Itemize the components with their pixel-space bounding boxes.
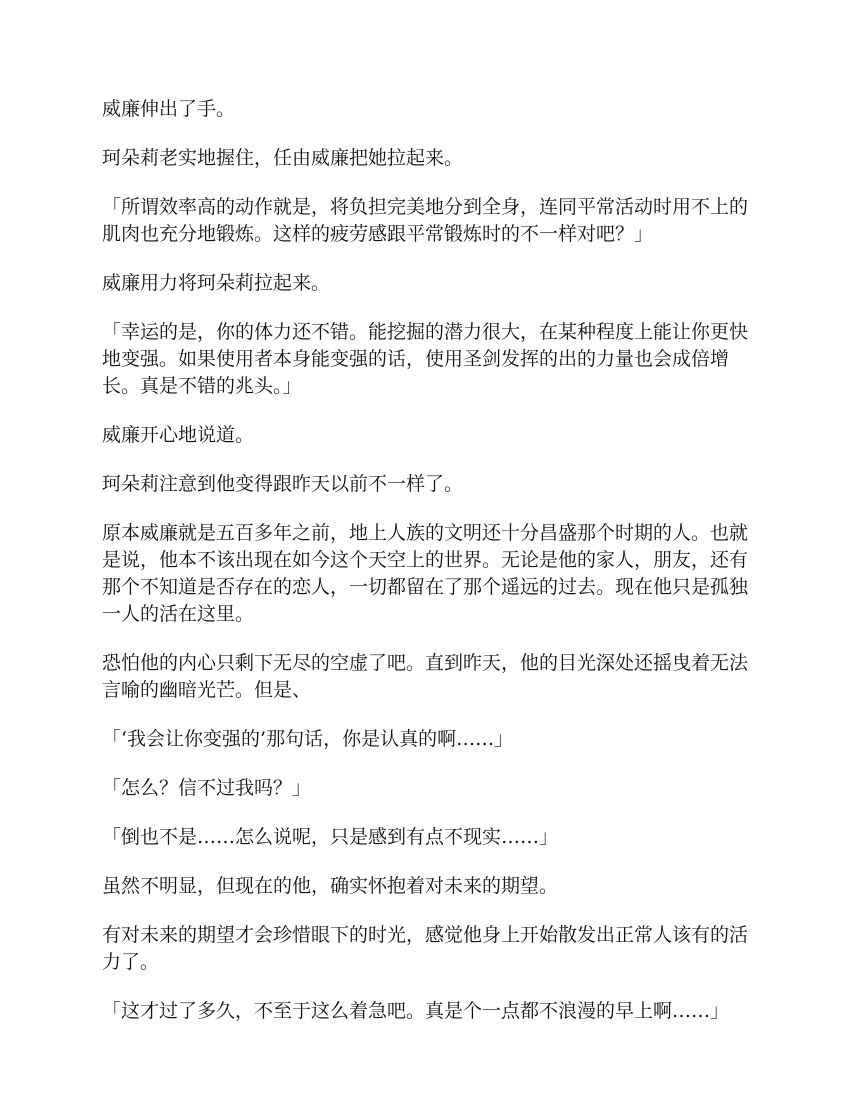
paragraph: 「幸运的是，你的体力还不错。能挖掘的潜力很大，在某种程度上能让你更快地变强。如果使用者本身能变强的话，使用圣剑发挥的出的力量也会成倍增长。真是不错的兆头。」 [102,321,749,397]
paragraph: 「怎么？信不过我吗？」 [102,777,312,799]
paragraph: 原本威廉就是五百多年之前，地上人族的文明还十分昌盛那个时期的人。也就是说，他本不该出现在如今这个天空上的世界。无论是他的家人，朋友，还有那个不知道是否存在的恋人，一切都留在了那个遥远的过去。现在他只是孤独一人的活在这里。 [102,522,749,625]
paragraph: 虽然不明显，但现在的他，确实怀抱着对未来的期望。 [102,875,559,897]
paragraph: 珂朵莉注意到他变得跟昨天以前不一样了。 [102,473,464,495]
paragraph: 威廉开心地说道。 [102,424,255,446]
paragraph: 威廉伸出了手。 [102,98,236,120]
paragraph: 「所谓效率高的动作就是，将负担完美地分到全身，连同平常活动时用不上的肌肉也充分地锻炼。这样的疲劳感跟平常锻炼时的不一样对吧？」 [102,196,749,245]
paragraph: 威廉用力将珂朵莉拉起来。 [102,272,331,294]
paragraph: 「这才过了多久，不至于这么着急吧。真是个一点都不浪漫的早上啊……」 [102,1000,730,1022]
paragraph: 「‘我会让你变强的’那句话，你是认真的啊……」 [102,728,514,750]
paragraph: 恐怕他的内心只剩下无尽的空虚了吧。直到昨天，他的目光深处还摇曳着无法言喻的幽暗光芒。但是、 [102,652,749,701]
paragraph: 珂朵莉老实地握住，任由威廉把她拉起来。 [102,147,464,169]
paragraph: 有对未来的期望才会珍惜眼下的时光，感觉他身上开始散发出正常人该有的活力了。 [102,924,749,973]
text-body [102,96,752,1047]
paragraph: 「倒也不是……怎么说呢，只是感到有点不现实……」 [102,826,559,848]
